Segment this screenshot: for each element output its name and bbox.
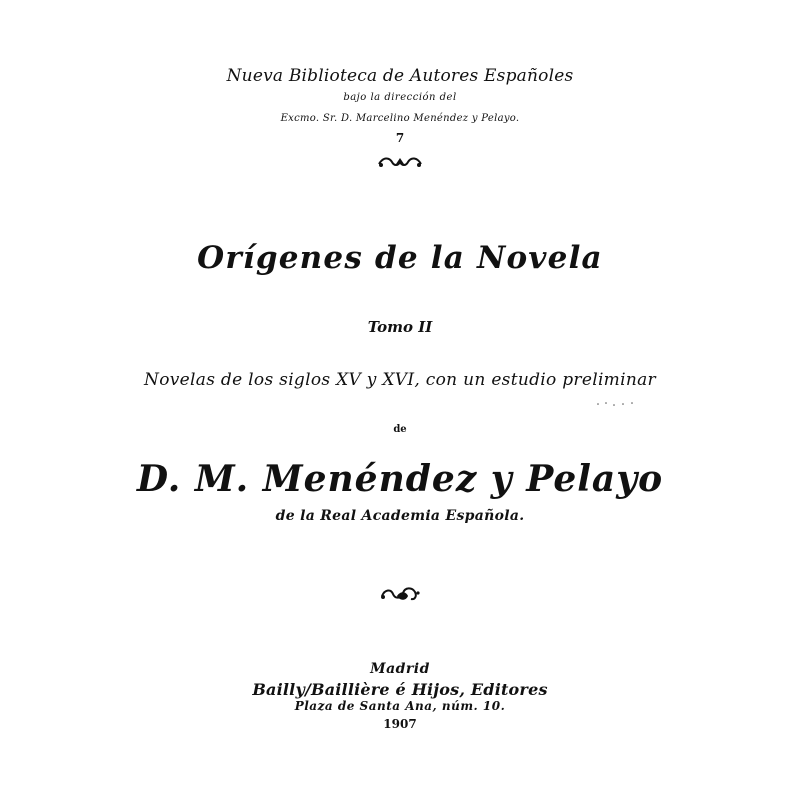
series-title: Nueva Biblioteca de Autores Españoles (226, 66, 574, 86)
by-label: de (393, 424, 407, 435)
volume-number: 7 (395, 131, 405, 145)
tomo-label: Tomo II (367, 318, 433, 336)
imprint-publisher: Bailly/Baillière é Hijos, Editores (252, 680, 548, 699)
author-affiliation: de la Real Academia Española. (275, 508, 525, 524)
series-direction-line: bajo la dirección del (343, 92, 457, 103)
imprint-place: Madrid (370, 661, 430, 677)
series-director-line: Excmo. Sr. D. Marcelino Menéndez y Pelayo. (280, 113, 520, 124)
imprint-year: 1907 (383, 717, 417, 731)
fleuron-ornament-icon (0, 584, 800, 604)
speckle-marks (596, 400, 636, 408)
fleuron-ornament-icon (0, 154, 800, 170)
book-title: Orígenes de la Novela (197, 240, 603, 276)
imprint-address: Plaza de Santa Ana, núm. 10. (294, 699, 506, 713)
book-subtitle: Novelas de los siglos XV y XVI, con un estudio preliminar (144, 370, 656, 390)
author-name: D. M. Menéndez y Pelayo (136, 458, 664, 500)
